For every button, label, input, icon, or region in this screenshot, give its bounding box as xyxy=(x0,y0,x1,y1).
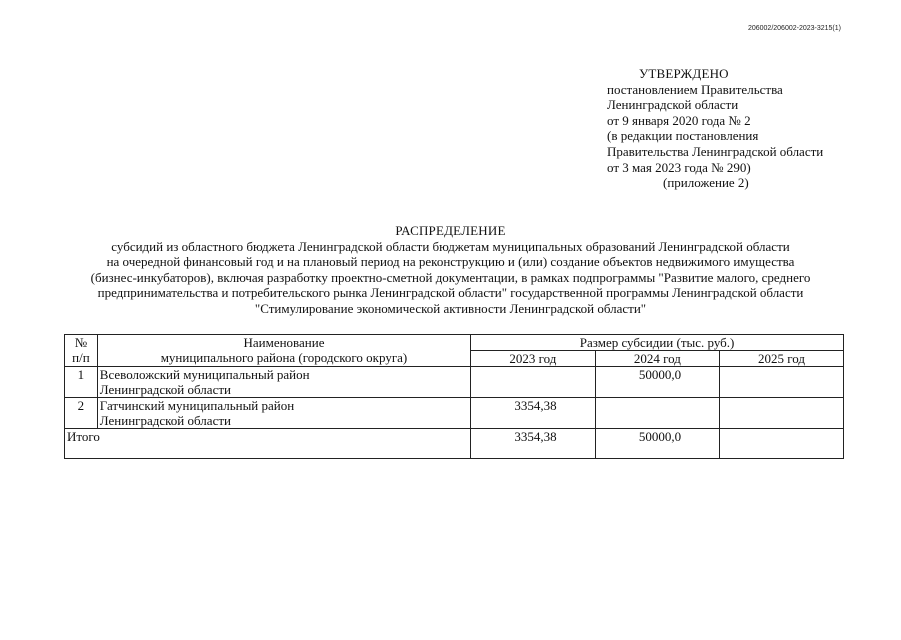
total-value-2024: 50000,0 xyxy=(595,429,719,459)
row-value-2023: 3354,38 xyxy=(471,398,595,429)
header-name xyxy=(97,335,470,367)
title-heading: РАСПРЕДЕЛЕНИЕ xyxy=(395,223,506,238)
approval-block xyxy=(607,66,823,191)
row-name-line2: Ленинградской области xyxy=(99,413,231,428)
approval-line: Ленинградской области xyxy=(607,97,739,113)
title-line: предпринимательства и потребительского рынка Ленинградской области" государственной программы Ленинградской области xyxy=(97,285,804,301)
table-row xyxy=(65,398,844,429)
row-value-2024 xyxy=(595,398,719,429)
row-name xyxy=(97,367,470,398)
row-value-2025 xyxy=(720,398,844,429)
approval-line: от 9 января 2020 года № 2 xyxy=(607,112,751,128)
header-year: 2025 год xyxy=(720,351,844,367)
row-num: 2 xyxy=(65,398,98,429)
subsidy-table xyxy=(64,334,844,459)
approval-line: от 3 мая 2023 года № 290) xyxy=(607,159,751,175)
row-value-2025 xyxy=(720,367,844,398)
total-label: Итого xyxy=(65,429,471,459)
approval-heading: УТВЕРЖДЕНО xyxy=(639,66,729,81)
header-num xyxy=(65,335,98,367)
total-value-2023: 3354,38 xyxy=(471,429,595,459)
row-value-2024: 50000,0 xyxy=(595,367,719,398)
approval-line: Правительства Ленинградской области xyxy=(607,143,824,159)
header-name-line2: муниципального района (городского округа) xyxy=(160,350,408,365)
header-num-line2: п/п xyxy=(72,350,90,365)
row-value-2023 xyxy=(471,367,595,398)
row-name-line2: Ленинградской области xyxy=(99,382,231,397)
header-name-line1: Наименование xyxy=(243,335,325,350)
row-name-line1: Всеволожский муниципальный район xyxy=(99,367,310,382)
table-header-row xyxy=(65,335,844,351)
document-title xyxy=(40,223,861,317)
row-name xyxy=(97,398,470,429)
title-line: субсидий из областного бюджета Ленинградской области бюджетам муниципальных образований Ленинградской области xyxy=(111,238,790,254)
table-row xyxy=(65,367,844,398)
approval-appendix: (приложение 2) xyxy=(663,175,749,191)
header-num-line1: № xyxy=(74,335,88,350)
table-total-row xyxy=(65,429,844,459)
approval-line: (в редакции постановления xyxy=(607,128,759,144)
title-line: (бизнес-инкубаторов), включая разработку проектно-сметной документации, в рамках подпрограммы "Развитие малого, среднего xyxy=(90,269,811,285)
total-value-2025 xyxy=(720,429,844,459)
header-year: 2024 год xyxy=(595,351,719,367)
header-year: 2023 год xyxy=(471,351,595,367)
header-subsidy: Размер субсидии (тыс. руб.) xyxy=(471,335,844,351)
row-name-line1: Гатчинский муниципальный район xyxy=(99,398,295,413)
document-number: 206002/206002-2023-3215(1) xyxy=(747,25,841,32)
title-line: на очередной финансовый год и на плановый период на реконструкцию и (или) создание объектов недвижимого имущества xyxy=(106,254,795,270)
title-line: "Стимулирование экономической активности Ленинградской области" xyxy=(254,300,647,316)
row-num: 1 xyxy=(65,367,98,398)
approval-line: постановлением Правительства xyxy=(607,81,783,97)
